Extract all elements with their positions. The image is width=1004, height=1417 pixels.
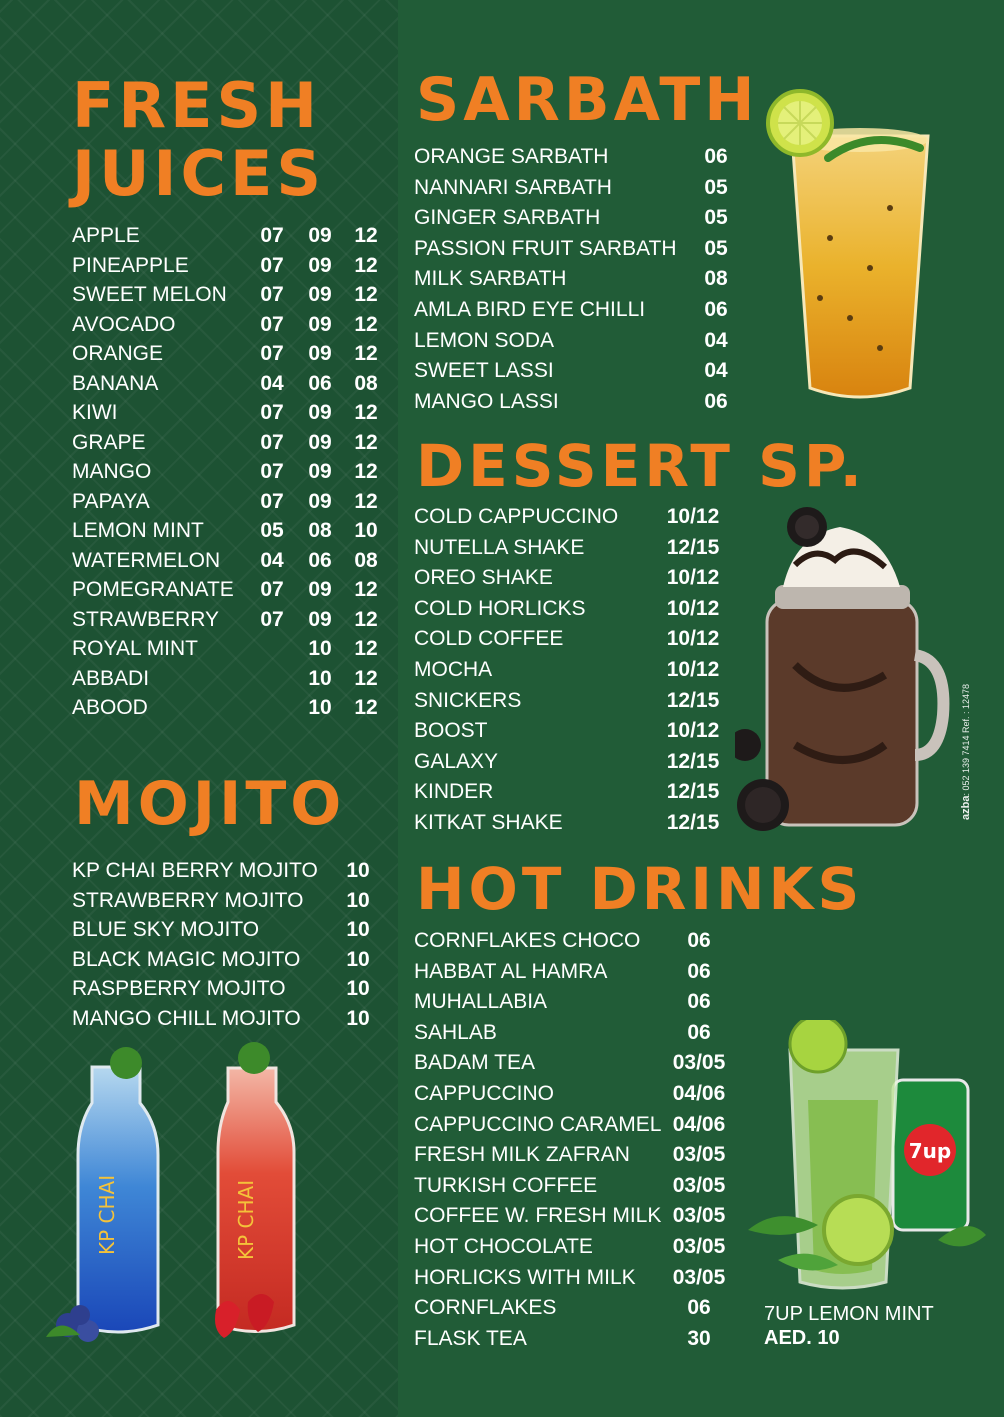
fresh-juice-item-price: 07 <box>260 224 284 247</box>
hot-drink-item-price: 06 <box>687 990 711 1014</box>
fresh-juice-item-price: 07 <box>260 283 284 306</box>
fresh-juice-item-price: 04 <box>260 371 284 395</box>
hot-drink-item-name: CAPPUCCINO <box>414 1082 555 1105</box>
sarbath-item-name: ORANGE SARBATH <box>414 145 609 168</box>
dessert-item-name: OREO SHAKE <box>414 566 553 590</box>
hot-drink-item-price: 04/06 <box>672 1112 726 1136</box>
sarbath-item-price: 05 <box>704 236 728 260</box>
dessert-item-name: COLD HORLICKS <box>414 596 586 620</box>
dessert-item-name: KINDER <box>414 780 494 804</box>
sarbath-item <box>414 296 744 324</box>
hot-drink-item <box>414 1019 744 1047</box>
hot-drink-item-price: 03/05 <box>672 1173 726 1197</box>
sarbath-item-price: 05 <box>704 175 728 199</box>
fresh-juice-item-price: 09 <box>308 430 332 454</box>
fresh-juice-item-name: PAPAYA <box>72 489 150 513</box>
fresh-juice-item-name: STRAWBERRY <box>72 607 220 631</box>
blue-mojito-bottle-image <box>40 1045 175 1345</box>
fresh-juice-item-price: 12 <box>354 253 378 277</box>
sarbath-item-price: 08 <box>704 267 728 291</box>
fresh-juice-item <box>72 429 392 457</box>
fresh-juice-item-name: BANANA <box>72 371 159 395</box>
sarbath-title: SARBATH <box>416 65 759 135</box>
fresh-juice-item-price: 09 <box>308 489 332 513</box>
dessert-item-price: 12/15 <box>666 688 720 712</box>
dessert-title: DESSERT SP. <box>416 432 866 500</box>
fresh-juice-item-price: 08 <box>354 371 378 395</box>
dessert-item <box>414 656 744 684</box>
dessert-item <box>414 717 744 745</box>
dessert-item <box>414 595 744 623</box>
dessert-item-price: 12/15 <box>666 811 720 834</box>
fresh-juice-item <box>72 547 392 575</box>
sarbath-item-price: 06 <box>704 389 728 413</box>
sarbath-item <box>414 174 744 202</box>
fresh-juice-item-price: 12 <box>354 489 378 513</box>
fresh-juices-title-line1: FRESH <box>72 69 321 142</box>
promo-line2: AED. 10 <box>764 1327 840 1349</box>
sarbath-item <box>414 143 744 171</box>
hot-drink-item <box>414 927 744 955</box>
mojito-item-price: 10 <box>346 947 370 971</box>
fresh-juice-item <box>72 399 392 427</box>
fresh-juice-item-name: WATERMELON <box>72 548 221 572</box>
sarbath-item-name: MILK SARBATH <box>414 267 567 291</box>
hot-drink-item-price: 03/05 <box>672 1265 726 1289</box>
fresh-juice-item-name: APPLE <box>72 224 140 247</box>
dessert-item <box>414 809 744 837</box>
oreo-shake-image <box>735 505 950 840</box>
hot-drink-item-name: FRESH MILK ZAFRAN <box>414 1143 630 1167</box>
fresh-juice-item-price: 10 <box>308 696 332 719</box>
dessert-item-price: 10/12 <box>666 719 720 743</box>
hot-drink-item-name: TURKISH COFFEE <box>414 1173 598 1197</box>
fresh-juice-item-price: 05 <box>260 519 284 542</box>
hot-drink-item-name: CAPPUCCINO CARAMEL <box>414 1112 662 1136</box>
dessert-item-price: 10/12 <box>666 505 720 528</box>
designer-credit <box>960 683 972 820</box>
fresh-juice-item-price: 09 <box>308 283 332 306</box>
fresh-juice-item-price: 09 <box>308 342 332 365</box>
fresh-juice-item-name: AVOCADO <box>72 312 176 336</box>
mojito-item-price: 10 <box>346 918 370 942</box>
fresh-juice-item-price: 12 <box>354 224 378 247</box>
fresh-juice-item-price: 07 <box>260 401 284 424</box>
fresh-juice-item-price: 12 <box>354 401 378 424</box>
fresh-juice-item <box>72 281 392 309</box>
fresh-juice-item <box>72 635 392 663</box>
fresh-juice-item <box>72 311 392 339</box>
hot-drink-item <box>414 1111 744 1139</box>
dessert-item-price: 12/15 <box>666 535 720 559</box>
dessert-item <box>414 534 744 562</box>
fresh-juice-item <box>72 370 392 398</box>
fresh-juice-item-name: ORANGE <box>72 342 164 365</box>
dessert-item-name: GALAXY <box>414 749 499 773</box>
sarbath-item-name: LEMON SODA <box>414 328 555 352</box>
dessert-item <box>414 503 744 531</box>
sarbath-item <box>414 204 744 232</box>
sarbath-item-price: 05 <box>704 206 728 230</box>
dessert-item-price: 10/12 <box>666 658 720 681</box>
fresh-juice-item-price: 06 <box>308 371 332 395</box>
sarbath-item-price: 04 <box>704 359 728 383</box>
fresh-juice-item-name: PINEAPPLE <box>72 253 189 277</box>
fresh-juice-item-price: 08 <box>308 519 332 542</box>
fresh-juice-item <box>72 665 392 693</box>
hot-drink-item-price: 03/05 <box>672 1051 726 1075</box>
fresh-juice-item-name: ABOOD <box>72 696 148 719</box>
sarbath-item <box>414 265 744 293</box>
sarbath-item-price: 06 <box>704 298 728 321</box>
fresh-juice-item-name: MANGO <box>72 460 152 483</box>
dessert-item-price: 12/15 <box>666 780 720 804</box>
promo-line1: 7UP LEMON MINT <box>764 1303 934 1325</box>
mojito-item <box>72 887 392 915</box>
7up-can-logo: 7up <box>908 1139 952 1163</box>
mojito-item <box>72 857 392 885</box>
mojito-item-name: RASPBERRY MOJITO <box>72 977 286 1001</box>
fresh-juice-item-price: 12 <box>354 460 378 483</box>
dessert-item <box>414 625 744 653</box>
fresh-juice-item <box>72 458 392 486</box>
dessert-item-name: SNICKERS <box>414 688 522 712</box>
hot-drink-item-name: BADAM TEA <box>414 1051 535 1075</box>
fresh-juice-item-name: KIWI <box>72 401 118 424</box>
fresh-juice-item-price: 07 <box>260 312 284 336</box>
hot-drink-item-name: COFFEE W. FRESH MILK <box>414 1204 662 1228</box>
red-mojito-bottle-image <box>198 1040 313 1345</box>
fresh-juice-item-price: 12 <box>354 578 378 601</box>
hot-drink-item <box>414 1080 744 1108</box>
hot-drink-item-price: 06 <box>687 1020 711 1044</box>
sarbath-item-name: AMLA BIRD EYE CHILLI <box>414 298 646 321</box>
hot-drink-item <box>414 958 744 986</box>
fresh-juice-item-price: 12 <box>354 607 378 631</box>
fresh-juice-item-price: 09 <box>308 253 332 277</box>
fresh-juice-item-name: ABBADI <box>72 666 150 690</box>
dessert-item-price: 10/12 <box>666 627 720 651</box>
fresh-juice-item <box>72 606 392 634</box>
fresh-juice-item-price: 06 <box>308 548 332 572</box>
dessert-item <box>414 687 744 715</box>
fresh-juice-item-price: 07 <box>260 489 284 513</box>
hot-drinks-title: HOT DRINKS <box>416 855 864 923</box>
blue-bottle-label: KP CHAI <box>95 1174 119 1255</box>
dessert-item-name: BOOST <box>414 719 488 743</box>
fresh-juice-item <box>72 252 392 280</box>
mojito-item-price: 10 <box>346 977 370 1001</box>
fresh-juice-item <box>72 694 392 722</box>
fresh-juice-item-price: 08 <box>354 548 378 572</box>
fresh-juice-item-price: 07 <box>260 607 284 631</box>
hot-drink-item <box>414 1172 744 1200</box>
sarbath-item-name: SWEET LASSI <box>414 359 554 383</box>
dessert-item-price: 10/12 <box>666 596 720 620</box>
fresh-juice-item-price: 12 <box>354 666 378 690</box>
dessert-item-name: KITKAT SHAKE <box>414 811 563 834</box>
fresh-juice-item-name: ROYAL MINT <box>72 637 199 660</box>
fresh-juice-item-price: 10 <box>354 519 378 542</box>
fresh-juice-item-price: 07 <box>260 430 284 454</box>
hot-drink-item-name: CORNFLAKES CHOCO <box>414 929 641 952</box>
dessert-item <box>414 778 744 806</box>
credit-text: : 052 139 7414 Ref. : 12478 <box>961 683 971 796</box>
mojito-item-price: 10 <box>346 859 370 882</box>
sarbath-glass-image <box>760 88 950 408</box>
sarbath-item-price: 06 <box>704 145 728 168</box>
sarbath-item-name: NANNARI SARBATH <box>414 175 612 199</box>
sarbath-item-name: GINGER SARBATH <box>414 206 601 230</box>
mojito-item-name: BLACK MAGIC MOJITO <box>72 947 301 971</box>
dessert-item-name: COLD COFFEE <box>414 627 564 651</box>
credit-brand: azba <box>960 795 972 820</box>
red-bottle-label: KP CHAI <box>234 1179 258 1260</box>
fresh-juice-item-price: 09 <box>308 460 332 483</box>
mojito-item-price: 10 <box>346 1007 370 1030</box>
dessert-item-name: MOCHA <box>414 658 493 681</box>
fresh-juice-item-price: 12 <box>354 637 378 660</box>
sarbath-item <box>414 235 744 263</box>
fresh-juice-item-name: POMEGRANATE <box>72 578 234 601</box>
sarbath-item-price: 04 <box>704 328 728 352</box>
fresh-juice-item-price: 12 <box>354 312 378 336</box>
hot-drink-item <box>414 1202 744 1230</box>
sarbath-item-name: PASSION FRUIT SARBATH <box>414 236 677 260</box>
hot-drink-item <box>414 1264 744 1292</box>
mojito-item-price: 10 <box>346 888 370 912</box>
sarbath-item-name: MANGO LASSI <box>414 389 559 413</box>
dessert-item-price: 12/15 <box>666 749 720 773</box>
hot-drink-item-price: 30 <box>687 1326 711 1350</box>
fresh-juice-item-price: 12 <box>354 430 378 454</box>
fresh-juice-item-price: 07 <box>260 342 284 365</box>
hot-drink-item <box>414 1233 744 1261</box>
mojito-item <box>72 1005 392 1033</box>
hot-drink-item <box>414 1325 744 1353</box>
fresh-juice-item-price: 12 <box>354 696 378 719</box>
sarbath-item <box>414 357 744 385</box>
fresh-juice-item-price: 07 <box>260 460 284 483</box>
fresh-juice-item-price: 07 <box>260 578 284 601</box>
dessert-item <box>414 564 744 592</box>
mojito-item-name: STRAWBERRY MOJITO <box>72 888 304 912</box>
hot-drink-item <box>414 1049 744 1077</box>
hot-drink-item-name: SAHLAB <box>414 1020 497 1044</box>
sarbath-item <box>414 388 744 416</box>
hot-drink-item <box>414 1141 744 1169</box>
fresh-juice-item <box>72 517 392 545</box>
hot-drink-item-price: 06 <box>687 929 711 952</box>
mojito-title: MOJITO <box>74 769 346 839</box>
fresh-juice-item-price: 09 <box>308 312 332 336</box>
fresh-juice-item-name: GRAPE <box>72 430 146 454</box>
mojito-item-name: MANGO CHILL MOJITO <box>72 1007 301 1030</box>
mojito-item <box>72 916 392 944</box>
fresh-juice-item-name: LEMON MINT <box>72 519 204 542</box>
dessert-item-price: 10/12 <box>666 566 720 590</box>
hot-drink-item-price: 04/06 <box>672 1082 726 1105</box>
fresh-juice-item-price: 09 <box>308 578 332 601</box>
hot-drink-item-price: 06 <box>687 959 711 983</box>
hot-drink-item-price: 03/05 <box>672 1143 726 1167</box>
hot-drink-item <box>414 1294 744 1322</box>
fresh-juice-item <box>72 340 392 368</box>
7up-lemon-mint-image <box>738 1020 988 1300</box>
mojito-item <box>72 975 392 1003</box>
hot-drink-item-price: 03/05 <box>672 1204 726 1228</box>
mojito-item-name: KP CHAI BERRY MOJITO <box>72 859 318 882</box>
dessert-item <box>414 748 744 776</box>
hot-drink-item-name: MUHALLABIA <box>414 990 548 1014</box>
fresh-juice-item-price: 09 <box>308 607 332 631</box>
hot-drink-item-price: 06 <box>687 1296 711 1320</box>
fresh-juice-item-price: 07 <box>260 253 284 277</box>
fresh-juice-item-price: 04 <box>260 548 284 572</box>
hot-drink-item-name: HOT CHOCOLATE <box>414 1235 593 1258</box>
hot-drink-item <box>414 988 744 1016</box>
fresh-juice-item-price: 10 <box>308 666 332 690</box>
fresh-juice-item-price: 09 <box>308 224 332 247</box>
mojito-item-name: BLUE SKY MOJITO <box>72 918 260 942</box>
hot-drink-item-name: HABBAT AL HAMRA <box>414 959 608 983</box>
fresh-juice-item-price: 10 <box>308 637 332 660</box>
dessert-item-name: NUTELLA SHAKE <box>414 535 585 559</box>
fresh-juice-item-name: SWEET MELON <box>72 283 227 306</box>
hot-drink-item-price: 03/05 <box>672 1235 726 1258</box>
fresh-juice-item-price: 09 <box>308 401 332 424</box>
fresh-juice-item-price: 12 <box>354 283 378 306</box>
fresh-juice-item-price: 12 <box>354 342 378 365</box>
fresh-juice-item <box>72 488 392 516</box>
hot-drink-item-name: HORLICKS WITH MILK <box>414 1265 636 1289</box>
fresh-juices-title-line2: JUICES <box>72 137 325 210</box>
fresh-juice-item <box>72 222 392 250</box>
hot-drink-item-name: FLASK TEA <box>414 1326 527 1350</box>
fresh-juice-item <box>72 576 392 604</box>
sarbath-item <box>414 327 744 355</box>
mojito-item <box>72 946 392 974</box>
hot-drink-item-name: CORNFLAKES <box>414 1296 557 1320</box>
dessert-item-name: COLD CAPPUCCINO <box>414 505 619 528</box>
